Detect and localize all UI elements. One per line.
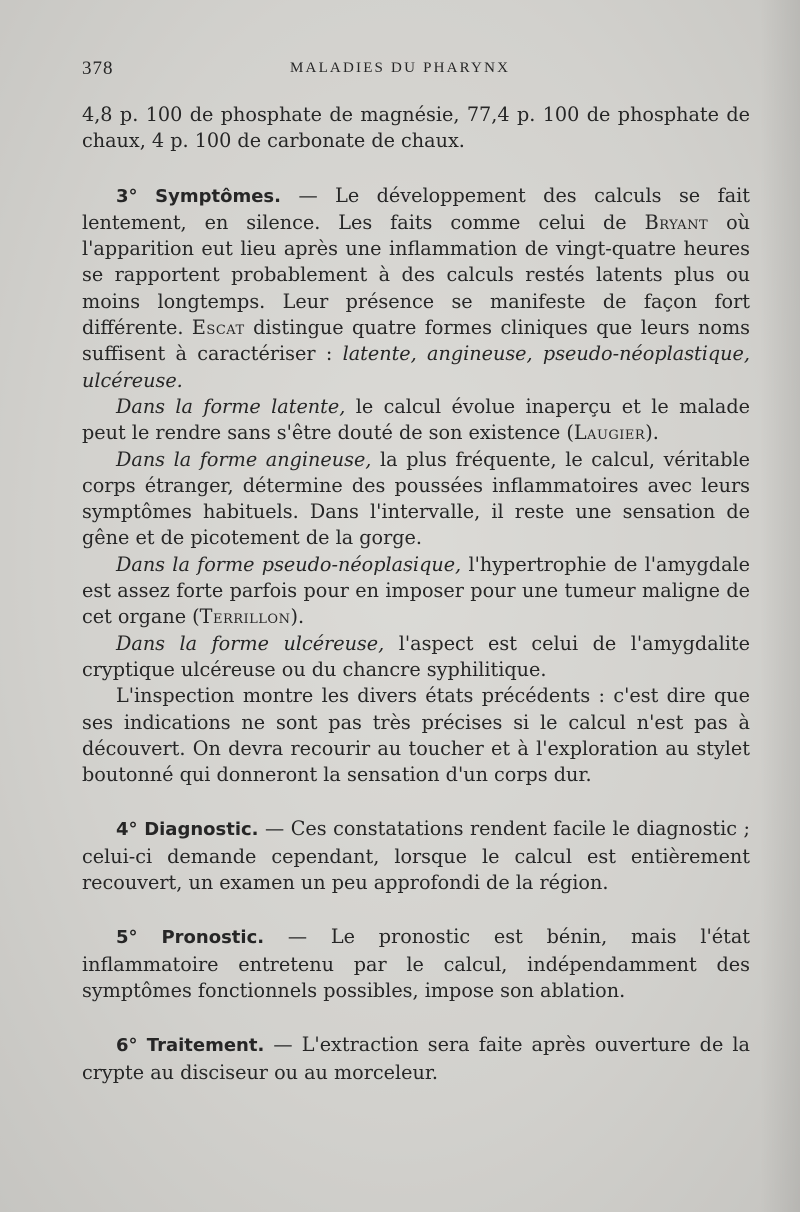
text-segment: ). (645, 421, 659, 445)
italic-lead: Dans la forme angineuse, (116, 447, 372, 471)
text-segment: l'hypertrophie de l'amygdale est assez forte parfois pour en imposer pour une tumeur maligne de cet organe ( (82, 552, 750, 629)
paragraph-continuation: 4,8 p. 100 de phosphate de magnésie, 77,4 p. 100 de phosphate de chaux, 4 p. 100 de carbonate de chaux. (82, 103, 750, 153)
author-name-laugier: Laugier (573, 421, 646, 445)
heading-dash: — (264, 925, 331, 949)
italic-lead: Dans la forme pseudo-néoplasique, (116, 552, 462, 576)
paragraph-forme-angineuse (82, 447, 750, 552)
section-heading-diagnostic: 4° Diagnostic. (116, 819, 259, 841)
heading-dash: — (280, 183, 336, 207)
running-head (82, 58, 750, 88)
paragraph-inspection: L'inspection montre les divers états précédents : c'est dire que ses indications ne sont pas très précises si le calcul n'est pas à découvert. On devra recourir au toucher et à l'exploration au stylet boutonné qui donneront la sensation d'un corps dur. (82, 684, 750, 787)
section-heading-pronostic: 5° Pronostic. (116, 927, 265, 949)
text-segment: Le développement des calculs se fait lentement, en silence. Les faits comme celui de (82, 183, 751, 234)
text-segment: ). (290, 605, 305, 629)
section-heading-traitement: 6° Traitement. (116, 1035, 265, 1057)
paragraph-forme-pseudo-neoplasique (82, 552, 750, 631)
italic-lead: Dans la forme ulcéreuse, (116, 631, 385, 655)
paragraph-traitement (82, 1032, 750, 1086)
author-name-bryant: Bryant (644, 210, 709, 234)
text-segment: distingue quatre formes cliniques que leurs noms suffisent à caractériser : (82, 316, 750, 366)
author-name-terrillon: Terrillon (199, 605, 291, 629)
paragraph-symptomes (82, 183, 750, 394)
paragraph-forme-latente (82, 394, 750, 447)
text-segment: Ces constatations rendent facile le diagnostic ; celui-ci demande cependant, lorsque le calcul est entièrement recouvert, un examen un peu approfondi de la région. (82, 817, 750, 895)
heading-dash: — (264, 1033, 302, 1057)
paragraph-diagnostic (82, 816, 750, 896)
text-segment: où l'apparition eut lieu après une inflammation de vingt-quatre heures se rapportent probablement à des calculs restés latents plus ou moins longtemps. Leur présence se manifeste de façon fort différente. (82, 210, 750, 340)
page-edge-shadow (760, 0, 800, 1212)
section-heading-symptomes: 3° Symptômes. (116, 185, 281, 207)
author-name-escat: Escat (191, 316, 245, 340)
text-segment: L'extraction sera faite après ouverture de la crypte au disciseur ou au morceleur. (82, 1033, 750, 1084)
book-page (82, 58, 750, 1086)
heading-dash: — (258, 817, 291, 841)
text-segment: la plus fréquente, le calcul, véritable corps étranger, détermine des poussées inflammatoires avec leurs symptômes habituels. Dans l'intervalle, il reste une sensation de gêne et de picotement de la gorge. (82, 447, 750, 550)
text-segment: le calcul évolue inaperçu et le malade peut le rendre sans s'être douté de son existence ( (82, 394, 750, 445)
text-segment: Le pronostic est bénin, mais l'état inflammatoire entretenu par le calcul, indépendamment des symptômes fonctionnels possibles, impose son ablation. (82, 925, 750, 1002)
text-segment: l'aspect est celui de l'amygdalite cryptique ulcéreuse ou du chancre syphilitique. (82, 631, 750, 681)
forms-list: latente, angineuse, pseudo-néoplastique, ulcéreuse. (82, 342, 750, 392)
page-number: 378 (82, 58, 114, 79)
paragraph-pronostic (82, 924, 750, 1004)
paragraph-forme-ulcereuse (82, 631, 750, 684)
italic-lead: Dans la forme latente, (116, 394, 346, 418)
running-title: MALADIES DU PHARYNX (290, 60, 511, 76)
